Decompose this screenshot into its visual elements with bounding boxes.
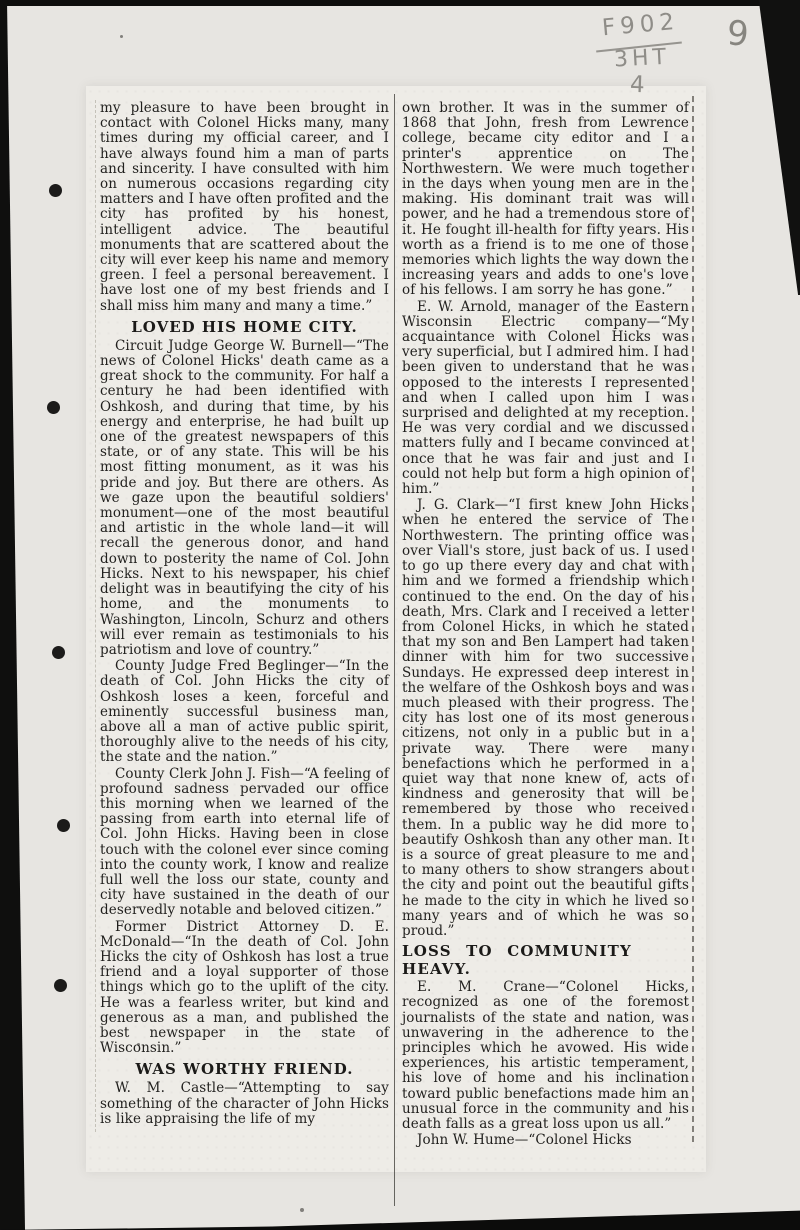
handwritten-code-line2: 3HT <box>613 44 671 73</box>
punch-dot <box>57 819 70 832</box>
para-attorney-mcdonald: Former District Attorney D. E. McDonald—“In the death of Col. John Hicks the city of Oshkosh has lost a true friend and a loyal supporter of those things which go to the uplift of the city. He was a fearless writer, but kind and generous as a man, and published the best newspaper in the state of Wisconsin.” <box>100 918 389 1057</box>
right-column-edge-rule <box>692 96 694 1142</box>
left-column-edge-rule <box>95 100 96 1132</box>
headline-was-worthy-friend: WAS WORTHY FRIEND. <box>135 1060 354 1079</box>
para-hume: John W. Hume—“Colonel Hicks <box>417 1132 632 1149</box>
headline-loss-to-community-heavy: LOSS TO COMMUNITY HEAVY. <box>402 942 632 979</box>
punch-dot <box>52 646 65 659</box>
punch-dot <box>49 184 62 197</box>
punch-dot <box>54 979 67 992</box>
scan-edge-bottom <box>0 1208 800 1230</box>
scan-speck <box>300 1208 304 1212</box>
handwritten-page-number: 9 <box>725 13 751 55</box>
para-judge-beglinger: County Judge Fred Beglinger—“In the death of Col. John Hicks the city of Oshkosh loses a keen, forceful and eminently successful business man, above all a man of active public spirit, thoroughly alive to the needs of his city, the state and the nation.” <box>100 658 389 766</box>
punch-dot <box>47 401 60 414</box>
para-judge-burnell: Circuit Judge George W. Burnell—“The news of Colonel Hicks' death came as a great shock to the community. For half a century he had been identified with Oshkosh, and during that time, by his energy and enterprise, he had built up one of the greatest newspapers of this state, or of any state. This will be his most fitting monument, as it was his pride and joy. But there are others. As we gaze upon the beautiful soldiers' monument—one of the most beautiful and artistic in the whole land—it will recall the generous donor, and hand down to posterity the name of Col. John Hicks. Next to his newspaper, his chief delight was in beautifying the city of his home, and the monuments to Washington, Lincoln, Schurz and others will ever remain as testimonials to his patriotism and love of country.” <box>100 337 389 658</box>
scan-edge-top <box>0 0 800 6</box>
article-right-column <box>402 101 689 1149</box>
para-crane: E. M. Crane—“Colonel Hicks, recognized as one of the foremost journalists of the state and nation, was unwavering in the adherence to the principles which he avowed. His wide experiences, his artistic temperament, his love of home and his inclination toward public benefactions made him an unusual force in the community and his death falls as a great loss upon us all.” <box>402 979 689 1132</box>
scan-speck <box>120 35 123 38</box>
scan-edge-left <box>0 0 28 1230</box>
column-divider-rule <box>394 94 395 1206</box>
para-castle: W. M. Castle—“Attempting to say something of the character of John Hicks is like appraising the life of my <box>100 1080 389 1127</box>
para-continuation-castle: own brother. It was in the summer of 1868 that John, fresh from Lewrence college, became city editor and I a printer's apprentice on The Northwestern. We were much together in the days when young men are in the making. His dominant trait was will power, and he had a tremendous store of it. He fought ill-health for fifty years. His worth as a friend is to me one of those memories which lights the way down the increasing years and adds to one's love of his fellows. I am sorry he has gone.” <box>402 100 689 299</box>
para-continuation-tribute: my pleasure to have been brought in contact with Colonel Hicks many, many times during my official career, and I have always found him a man of parts and sincerity. I have consulted with him on numerous occasions regarding city matters and I have often profited and the city has profited by his honest, intelligent advice. The beautiful monuments that are scattered about the city will ever keep his name and memory green. I feel a personal bereavement. I have lost one of my best friends and I shall miss him many and many a time.” <box>100 100 389 314</box>
para-clerk-fish: County Clerk John J. Fish—“A feeling of profound sadness pervaded our office this morning when we learned of the passing from earth into eternal life of Col. John Hicks. Having been in close touch with the colonel ever since coming into the county work, I know and realize full well the loss our state, county and city have sustained in the death of our deservedly notable and beloved citizen.” <box>100 765 389 919</box>
headline-loved-his-home-city: LOVED HIS HOME CITY. <box>131 317 358 336</box>
para-arnold: E. W. Arnold, manager of the Eastern Wisconsin Electric company—“My acquaintance with Colonel Hicks was very superficial, but I admired him. I had been given to understand that he was opposed to the interests I represented and when I called upon him I was surprised and delighted at my reception. He was very cordial and we discussed matters fully and I became convinced at once that he was fair and just and I could not help but form a high opinion of him.” <box>402 298 689 498</box>
scan-edge-right-wedge <box>752 0 800 295</box>
handwritten-code-line1: F902 <box>601 8 681 42</box>
handwritten-code-line3: 4 <box>629 71 646 99</box>
article-left-column <box>100 101 389 1128</box>
para-clark: J. G. Clark—“I first knew John Hicks when he entered the service of The Northwestern. The printing office was over Viall's store, just back of us. I used to go up there every day and chat with him and we formed a friendship which continued to the end. On the day of his death, Mrs. Clark and I received a letter from Colonel Hicks, in which he stated that my son and Ben Lampert had taken dinner with him for two successive Sundays. He expressed deep interest in the welfare of the Oshkosh boys and was much pleased with their progress. The city has lost one of its most generous citizens, not only in a public but in a private way. There were many benefactions which he performed in a quiet way that none knew of, acts of kindness and generosity that will be remembered by those who received them. In a public way he did more to beautify Oshkosh than any other man. It is a source of great pleasure to me and to many others to show strangers about the city and point out the beautiful gifts he made to the city in which he lived so many years and of which he was so proud.” <box>402 497 689 939</box>
